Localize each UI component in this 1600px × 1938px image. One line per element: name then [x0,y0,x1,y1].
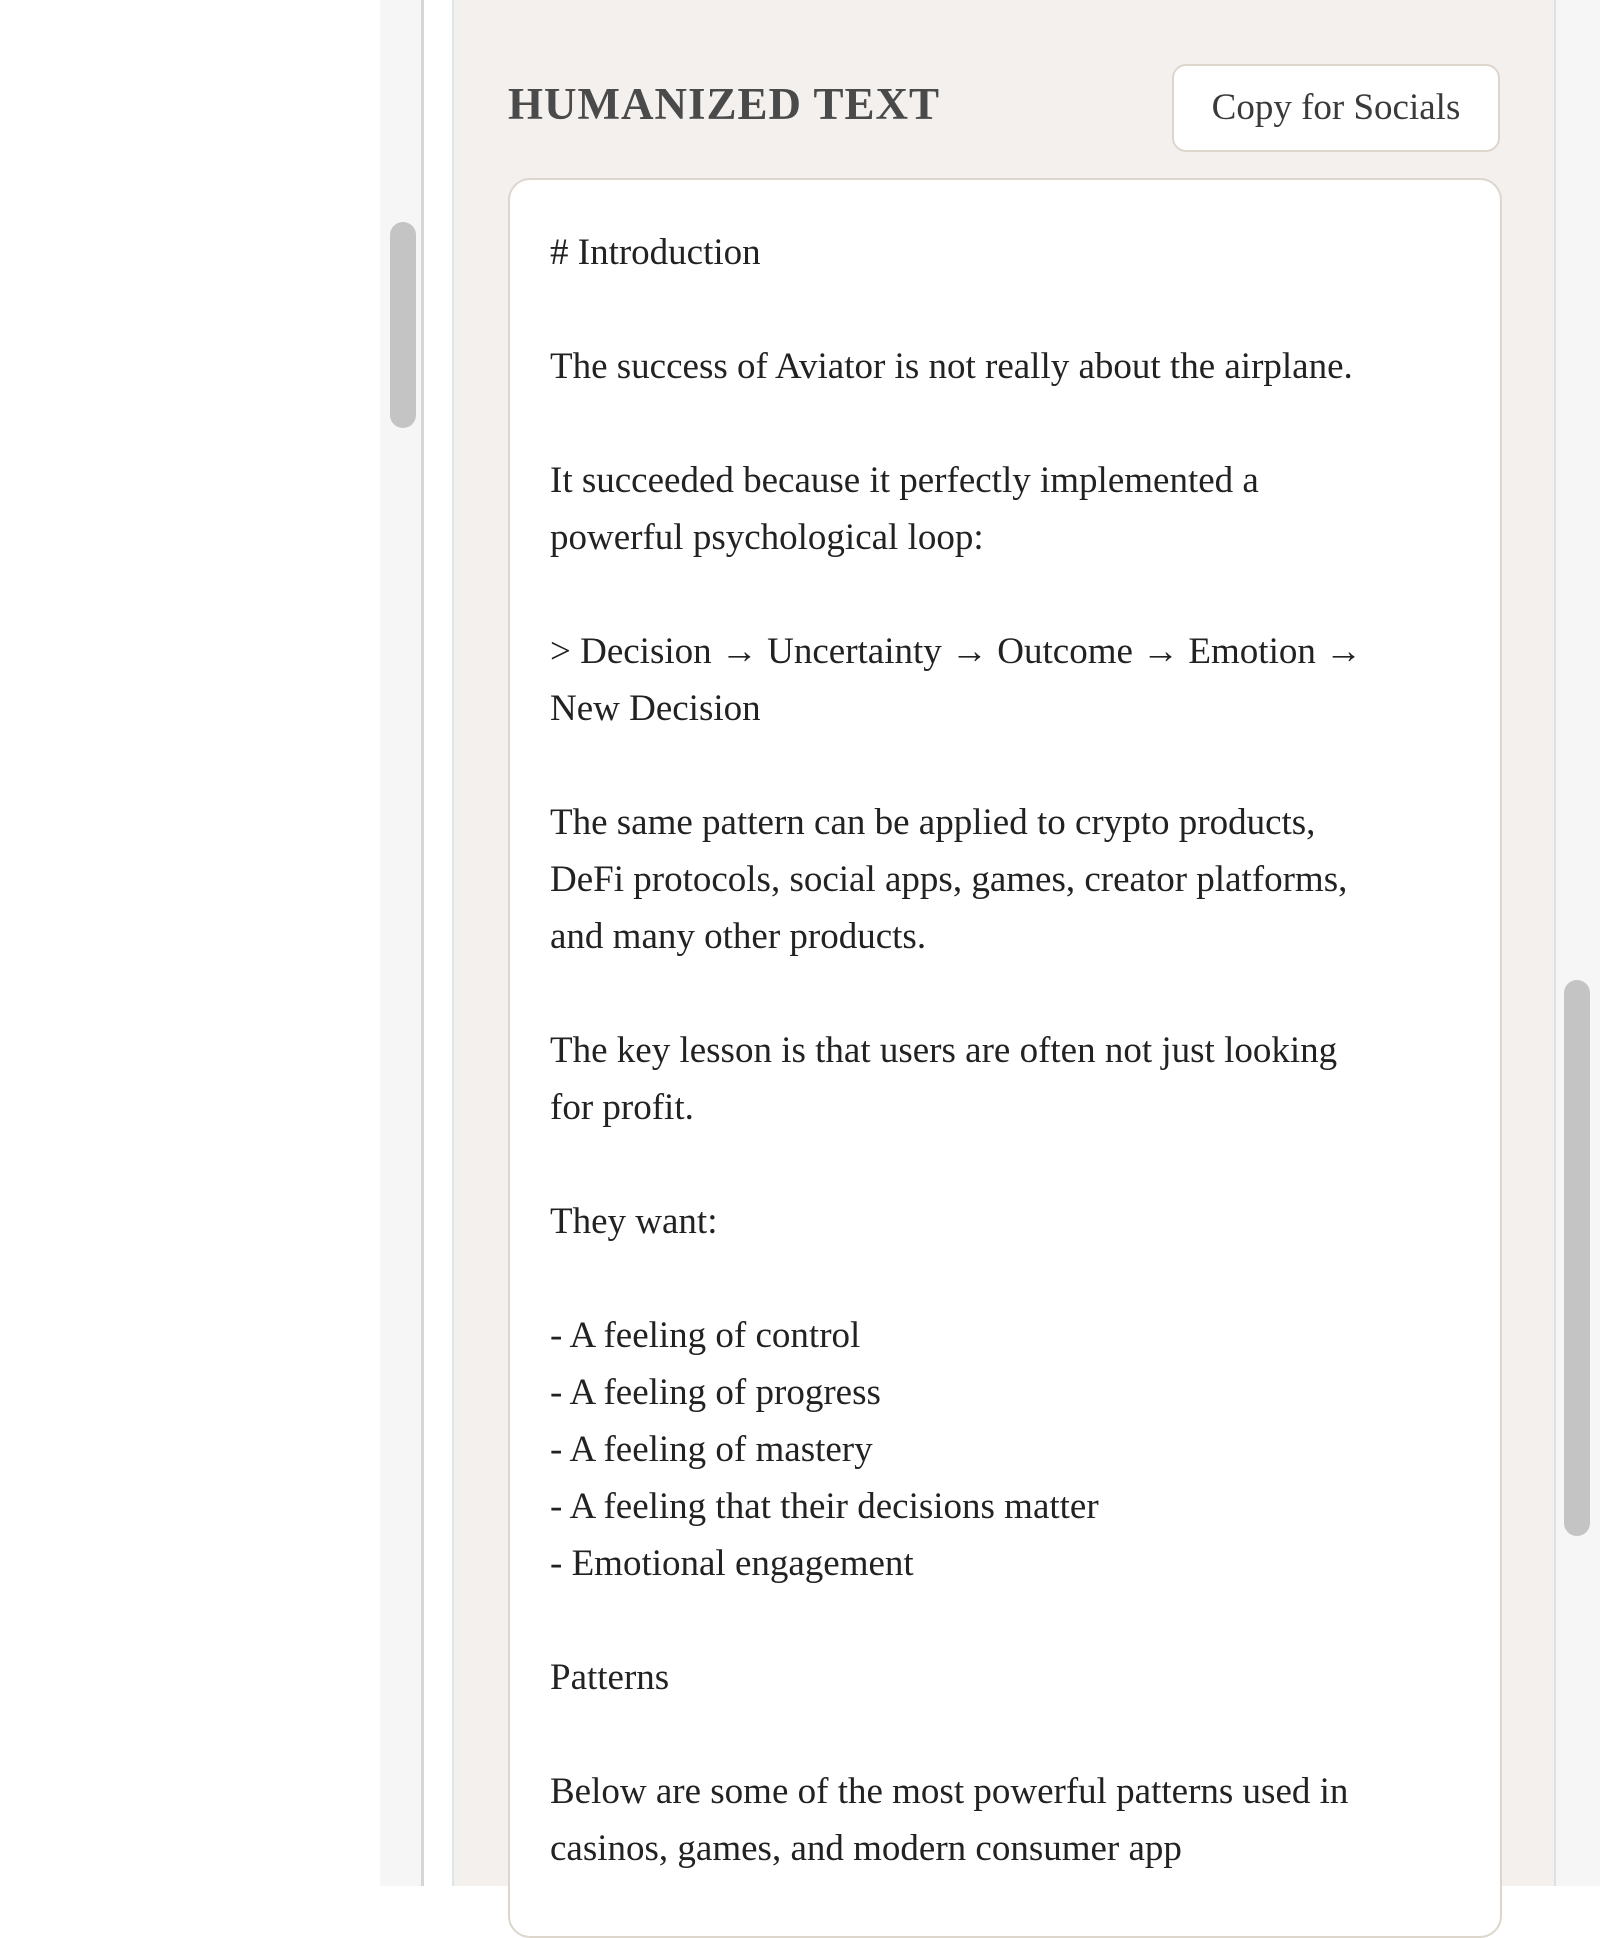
right-scrollbar-thumb[interactable] [1564,980,1590,1536]
humanized-text-content: # Introduction The success of Aviator is not really about the airplane. It succeeded because it perfectly implemented a powerful psychological loop: > Decision → Uncertainty → Outcome → Emotion → New Decision The same pattern can be applied to crypto products, DeFi protocols, social apps, games, creator platforms, and many other products. The key lesson is that users are often not just looking for profit. They want: - A feeling of control - A feeling of progress - A feeling of mastery - A feeling that their decisions matter - Emotional engagement Patterns Below are some of the most powerful patterns used in casinos, games, and modern consumer app [550,232,1363,1869]
right-scrollbar-track[interactable] [1554,0,1600,1886]
section-title: HUMANIZED TEXT [508,79,940,129]
humanized-text-output[interactable] [508,178,1502,1938]
left-scrollbar-thumb[interactable] [390,222,416,428]
copy-for-socials-button[interactable]: Copy for Socials [1172,64,1500,152]
left-pane [0,0,378,1886]
